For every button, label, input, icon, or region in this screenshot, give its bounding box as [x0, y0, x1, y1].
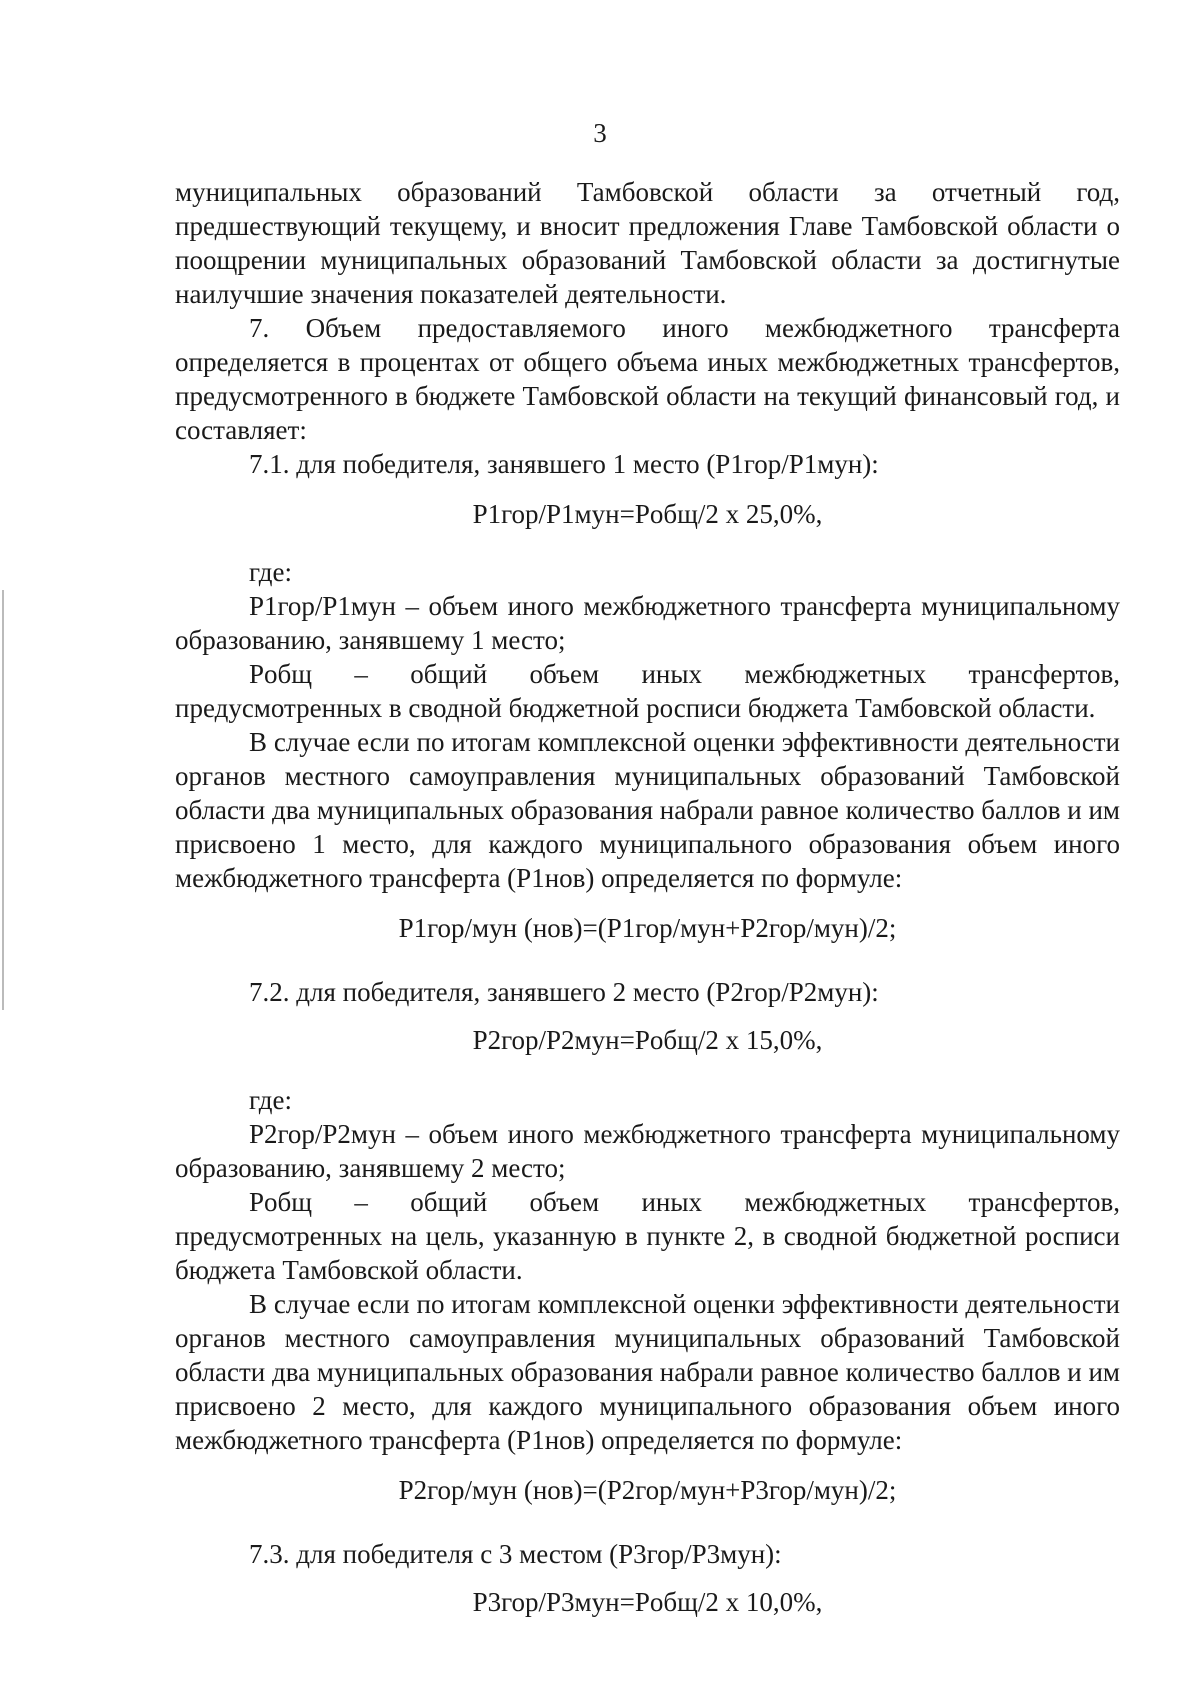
paragraph-7: 7. Объем предоставляемого иного межбюджетного трансферта определяется в процентах от общего объема иных межбюджетных трансфертов, предусмотренного в бюджете Тамбовской области на текущий финансовый год, и составляет: [175, 313, 1120, 445]
definition-p1: P1гор/P1мун – объем иного межбюджетного трансферта муниципальному образованию, занявшему 1 место; [175, 591, 1120, 655]
page-number: 3 [593, 118, 607, 148]
heading-7-2: 7.2. для победителя, занявшего 2 место (P2гор/P2мун): [249, 977, 879, 1007]
heading-7-3: 7.3. для победителя с 3 местом (P3гор/P3мун): [249, 1539, 782, 1569]
where-label: где: [249, 1085, 292, 1115]
formula-7-2: P2гор/P2мун=Pобщ/2 х 15,0%, [472, 1025, 823, 1055]
document-body [175, 175, 1120, 1619]
scan-edge-mark [2, 590, 4, 1010]
definition-p2: P2гор/P2мун – объем иного межбюджетного трансферта муниципальному образованию, занявшему 2 место; [175, 1119, 1120, 1183]
where-label: где: [249, 557, 292, 587]
definition-pobsh: Pобщ – общий объем иных межбюджетных трансфертов, предусмотренных на цель, указанную в пункте 2, в сводной бюджетной росписи бюджета Тамбовской области. [175, 1187, 1120, 1285]
case-paragraph-7-2: В случае если по итогам комплексной оценки эффективности деятельности органов местного самоуправления муниципальных образований Тамбовской области два муниципальных образования набрали равное количество баллов и им присвоено 2 место, для каждого муниципального образования объем иного межбюджетного трансферта (P1нов) определяется по формуле: [175, 1289, 1120, 1455]
formula-7-1: P1гор/P1мун=Pобщ/2 х 25,0%, [472, 499, 823, 529]
paragraph: муниципальных образований Тамбовской области за отчетный год, предшествующий текущему, и вносит предложения Главе Тамбовской области о поощрении муниципальных образований Тамбовской области за достигнутые наилучшие значения показателей деятельности. [175, 177, 1120, 309]
case-paragraph-7-1: В случае если по итогам комплексной оценки эффективности деятельности органов местного самоуправления муниципальных образований Тамбовской области два муниципальных образования набрали равное количество баллов и им присвоено 1 место, для каждого муниципального образования объем иного межбюджетного трансферта (P1нов) определяется по формуле: [175, 727, 1120, 893]
formula-7-3: P3гор/P3мун=Pобщ/2 х 10,0%, [472, 1587, 823, 1617]
heading-7-1: 7.1. для победителя, занявшего 1 место (P1гор/P1мун): [249, 449, 879, 479]
formula-7-2-new: P2гор/мун (нов)=(P2гор/мун+P3гор/мун)/2; [398, 1475, 897, 1505]
formula-7-1-new: P1гор/мун (нов)=(P1гор/мун+P2гор/мун)/2; [398, 913, 897, 943]
definition-pobsh: Pобщ – общий объем иных межбюджетных трансфертов, предусмотренных в сводной бюджетной росписи бюджета Тамбовской области. [175, 659, 1120, 723]
